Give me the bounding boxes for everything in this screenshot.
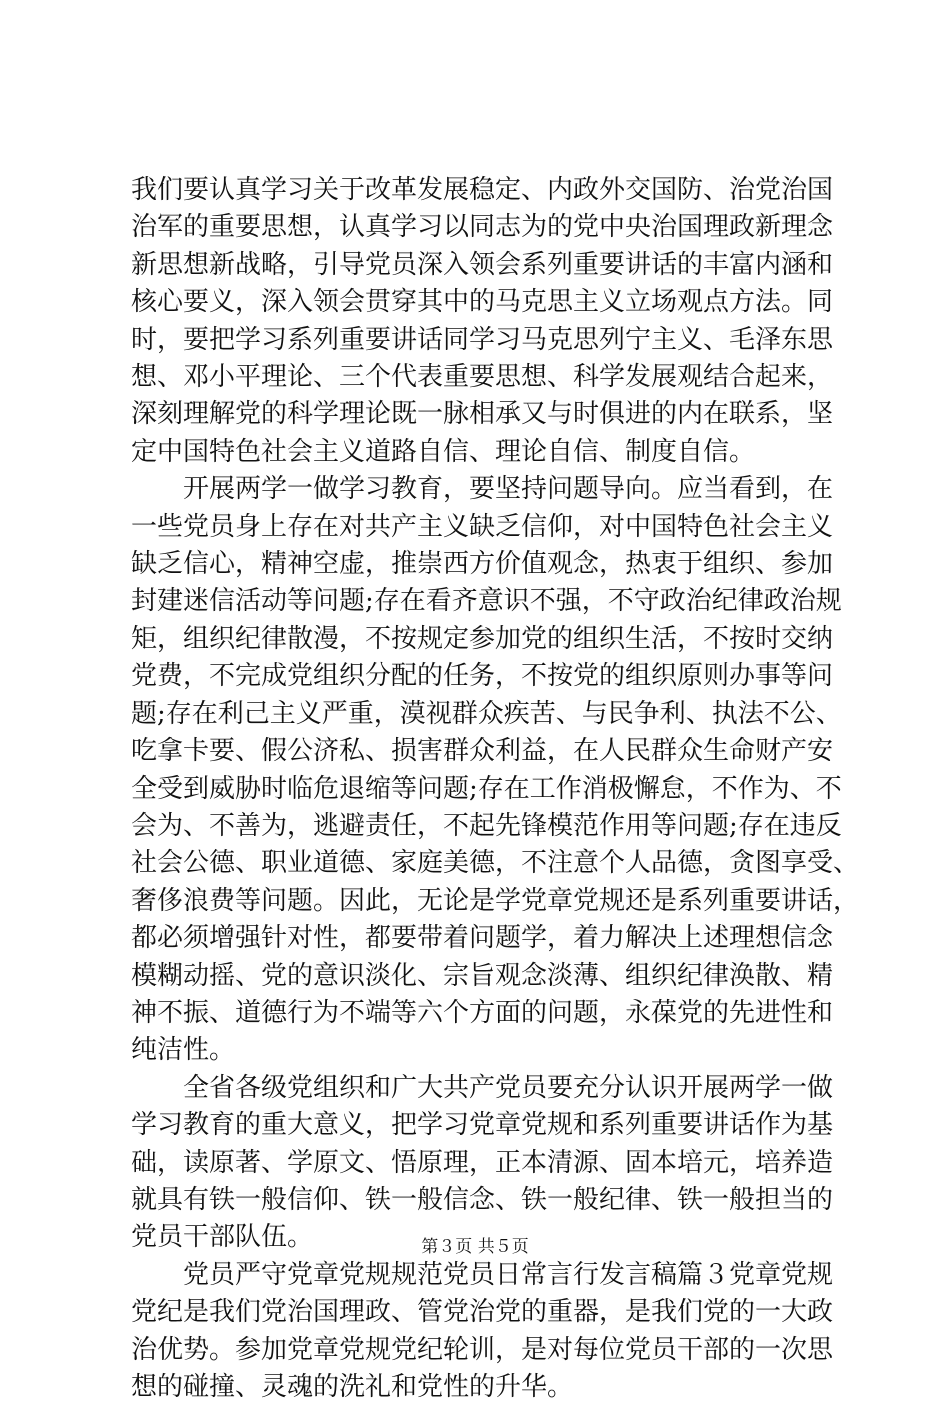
text-line: 党纪是我们党治国理政、管党治党的重器，是我们党的一大政 [131,1297,834,1328]
text-line: 会为、不善为，逃避责任，不起先锋模范作用等问题;存在违反 [131,810,842,841]
text-line: 全省各级党组织和广大共产党员要充分认识开展两学一做 [131,1072,834,1103]
text-line: 神不振、道德行为不端等六个方面的问题，永葆党的先进性和 [131,997,834,1028]
paragraph-3 [131,1070,834,1257]
text-line: 封建迷信活动等问题;存在看齐意识不强，不守政治纪律政治规 [131,586,842,617]
text-line: 定中国特色社会主义道路自信、理论自信、制度自信。 [131,436,756,467]
text-line: 社会公德、职业道德、家庭美德，不注意个人品德，贪图享受、 [131,848,860,879]
text-line: 学习教育的重大意义，把学习党章党规和系列重要讲话作为基 [131,1110,834,1141]
text-line: 新思想新战略，引导党员深入领会系列重要讲话的丰富内涵和 [131,249,834,280]
text-line: 开展两学一做学习教育，要坚持问题导向。应当看到，在 [131,474,834,505]
text-line: 吃拿卡要、假公济私、损害群众利益，在人民群众生命财产安 [131,736,834,767]
text-line: 党员干部队伍。 [131,1222,314,1253]
text-line: 都必须增强针对性，都要带着问题学，着力解决上述理想信念 [131,923,834,954]
text-line: 一些党员身上存在对共产主义缺乏信仰，对中国特色社会主义 [131,511,834,542]
text-line: 治优势。参加党章党规党纪轮训，是对每位党员干部的一次思 [131,1334,834,1365]
text-line: 全受到威胁时临危退缩等问题;存在工作消极懈怠，不作为、不 [131,773,842,804]
text-line: 矩，组织纪律散漫，不按规定参加党的组织生活，不按时交纳 [131,623,834,654]
text-line: 时，要把学习系列重要讲话同学习马克思列宁主义、毛泽东思 [131,324,834,355]
text-line: 我们要认真学习关于改革发展稳定、内政外交国防、治党治国 [131,175,834,205]
paragraph-1 [131,172,834,471]
text-line: 缺乏信心，精神空虚，推崇西方价值观念，热衷于组织、参加 [131,549,834,580]
text-line: 想的碰撞、灵魂的洗礼和党性的升华。 [131,1372,574,1402]
document-body [131,172,860,1406]
text-line: 治军的重要思想，认真学习以同志为的党中央治国理政新理念 [131,212,834,243]
text-line: 就具有铁一般信仰、铁一般信念、铁一般纪律、铁一般担当的 [131,1184,834,1215]
text-line: 奢侈浪费等问题。因此，无论是学党章党规还是系列重要讲话， [131,885,860,916]
text-line: 题;存在利己主义严重，漠视群众疾苦、与民争利、执法不公、 [131,698,842,729]
text-line: 深刻理解党的科学理论既一脉相承又与时俱进的内在联系，坚 [131,399,834,430]
paragraph-2 [131,471,860,1070]
text-line: 党费，不完成党组织分配的任务，不按党的组织原则办事等问 [131,661,834,692]
text-line: 模糊动摇、党的意识淡化、宗旨观念淡薄、组织纪律涣散、精 [131,960,834,991]
paragraph-4 [131,1257,834,1406]
text-line: 纯洁性。 [131,1035,236,1066]
page-number-footer: 第３页 共５页 [421,1237,529,1257]
text-line: 想、邓小平理论、三个代表重要思想、科学发展观结合起来， [131,362,834,393]
text-line: 础，读原著、学原文、悟原理，正本清源、固本培元，培养造 [131,1147,834,1178]
text-line: 核心要义，深入领会贯穿其中的马克思主义立场观点方法。同 [131,287,834,318]
text-line: 党员严守党章党规规范党员日常言行发言稿篇３党章党规 [131,1259,834,1290]
